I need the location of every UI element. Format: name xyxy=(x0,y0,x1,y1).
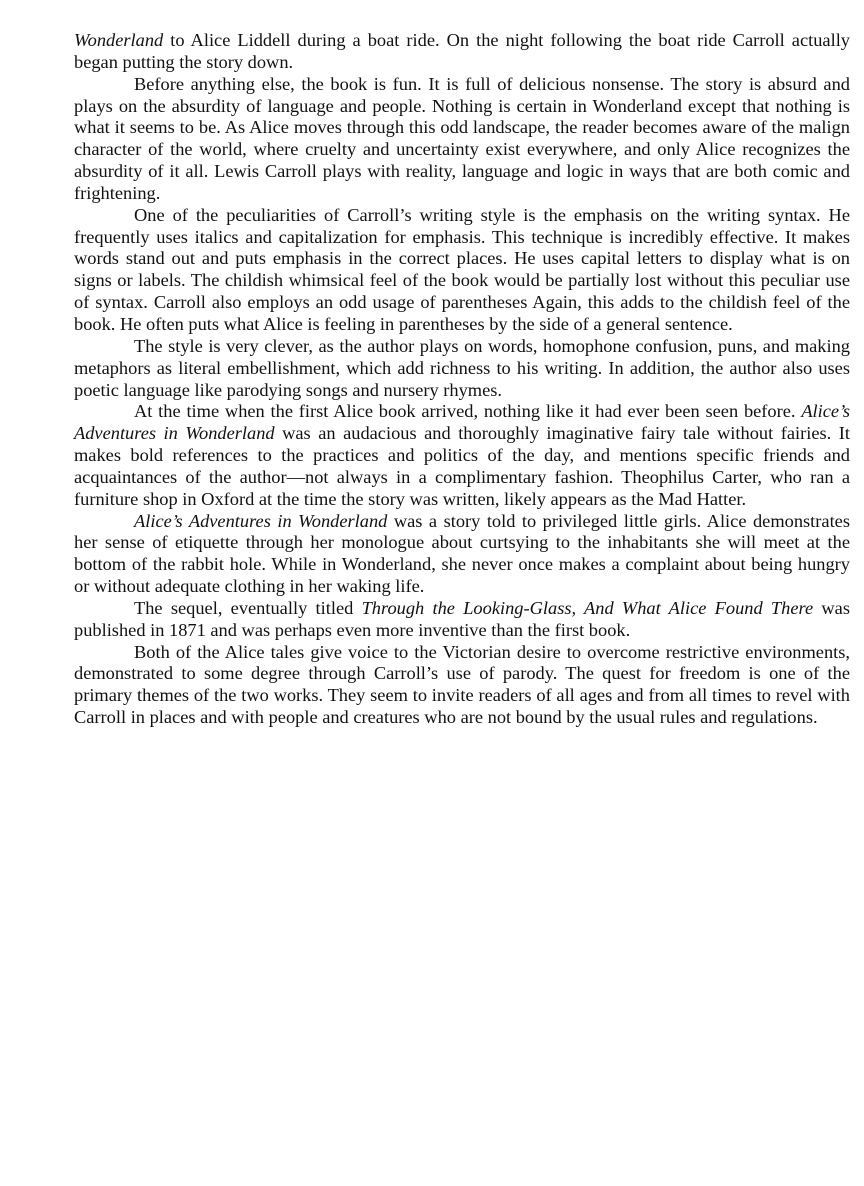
paragraph-text: to Alice Liddell during a boat ride. On the night following the boat ride Carroll actually began putting the story down. xyxy=(74,30,850,72)
paragraph-1 xyxy=(74,30,850,74)
paragraph-text: was a story told to privileged little girls. Alice demonstrates her sense of etiquette through her monologue about curtsying to the inhabitants she will meet at the bottom of the rabbit hole. While in Wonderland, she never once makes a complaint about being hungry or without adequate clothing in her waking life. xyxy=(74,510,850,597)
paragraph-6 xyxy=(74,511,850,598)
paragraph-4 xyxy=(74,336,850,402)
paragraph-2 xyxy=(74,74,850,205)
paragraph-text: Before anything else, the book is fun. It is full of delicious nonsense. The story is absurd and plays on the absurdity of language and people. Nothing is certain in Wonderland except that nothing is what it seems to be. As Alice moves through this odd landscape, the reader becomes aware of the malign character of the world, where cruelty and uncertainty exist everywhere, and only Alice recognizes the absurdity of it all. Lewis Carroll plays with reality, language and logic in ways that are both comic and frightening. xyxy=(74,73,850,203)
paragraph-text: The sequel, eventually titled xyxy=(134,597,362,618)
paragraph-5 xyxy=(74,401,850,510)
italic-title: Through the Looking-Glass, And What Alice Found There xyxy=(361,597,814,618)
paragraph-text: was an audacious and thoroughly imaginative fairy tale without fairies. It makes bold references to the practices and politics of the day, and mentions specific friends and acquaintances of the author—not always in a complimentary fashion. Theophilus Carter, who ran a furniture shop in Oxford at the time the story was written, likely appears as the Mad Hatter. xyxy=(74,423,851,509)
italic-title: Alice’s Adventures in Wonderland xyxy=(134,510,388,531)
document-page xyxy=(74,30,850,729)
paragraph-text: was published in 1871 and was perhaps even more inventive than the first book. xyxy=(74,597,850,640)
paragraph-7 xyxy=(74,598,850,642)
italic-title: Alice’s Adventures in Wonderland xyxy=(74,401,850,444)
paragraph-text: One of the peculiarities of Carroll’s writing style is the emphasis on the writing syntax. He frequently uses italics and capitalization for emphasis. This technique is incredibly effective. It makes words stand out and puts emphasis in the correct places. He uses capital letters to display what is on signs or labels. The childish whimsical feel of the book would be partially lost without this peculiar use of syntax. Carroll also employs an odd usage of parentheses Again, this adds to the childish feel of the book. He often puts what Alice is feeling in parentheses by the side of a general sentence. xyxy=(74,204,850,334)
paragraph-3 xyxy=(74,205,850,336)
paragraph-text: Both of the Alice tales give voice to the Victorian desire to overcome restrictive environments, demonstrated to some degree through Carroll’s use of parody. The quest for freedom is one of the primary themes of the two works. They seem to invite readers of all ages and from all times to revel with Carroll in places and with people and creatures who are not bound by the usual rules and regulations. xyxy=(74,641,850,728)
paragraph-8 xyxy=(74,642,850,729)
paragraph-text: At the time when the first Alice book arrived, nothing like it had ever been seen before. xyxy=(134,401,802,422)
italic-title: Wonderland xyxy=(74,30,164,50)
paragraph-text: The style is very clever, as the author plays on words, homophone confusion, puns, and making metaphors as literal embellishment, which add richness to his writing. In addition, the author also uses poetic language like parodying songs and nursery rhymes. xyxy=(74,335,850,400)
